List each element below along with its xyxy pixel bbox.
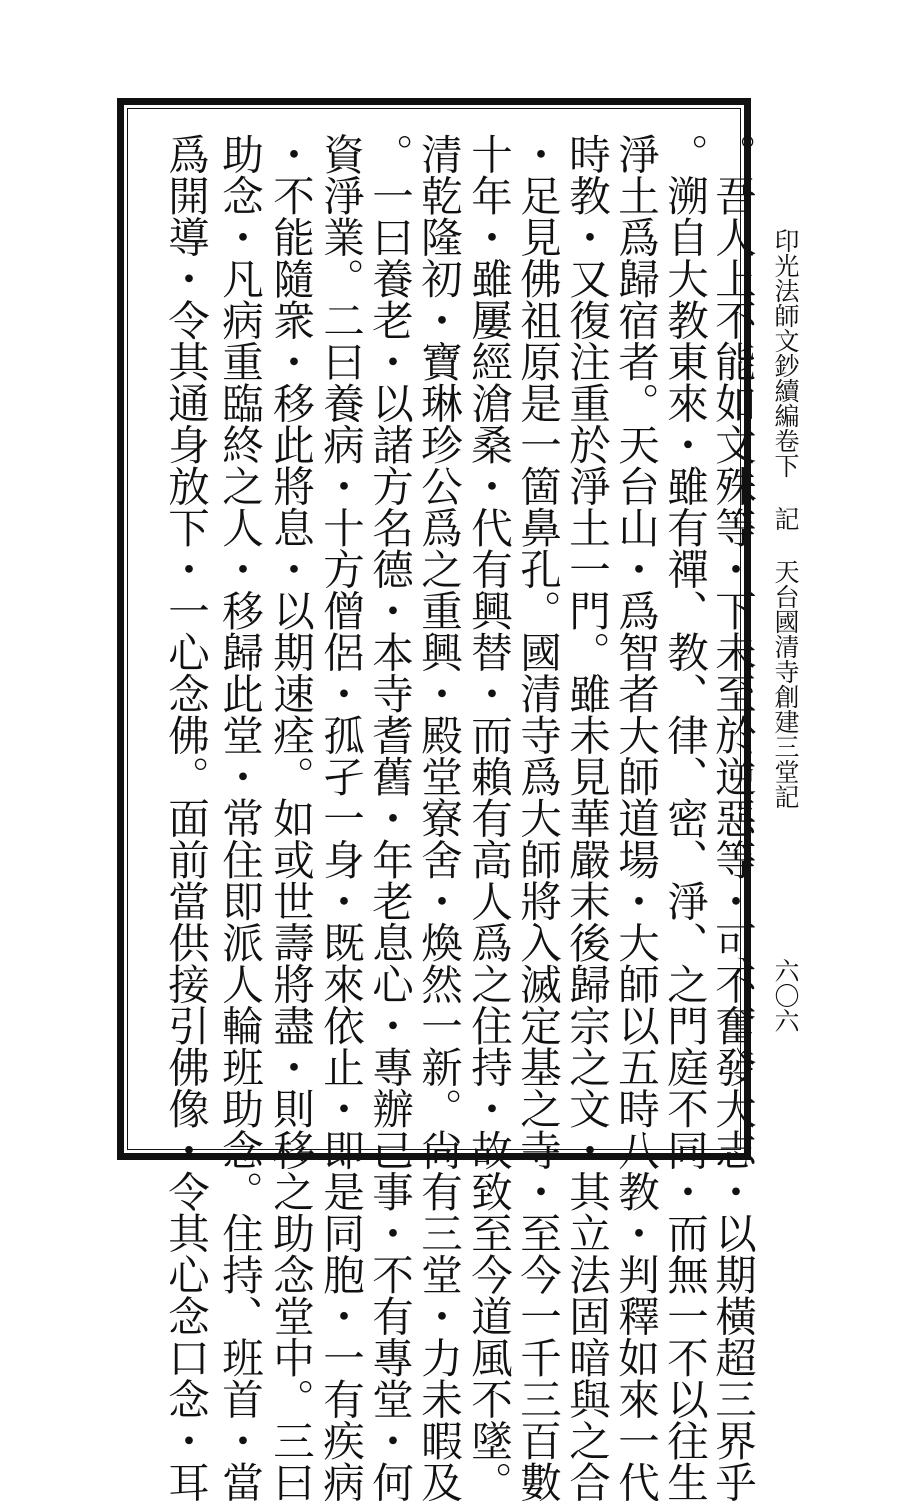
article-title: 天台國清寺創建三堂記 bbox=[771, 559, 800, 809]
text-column-7: 清乾隆初・寶琳珍公爲之重興・殿堂寮舍・煥然一新。尙有三堂・力未暇及 bbox=[414, 133, 463, 1503]
text-column-2: 。溯自大教東來・雖有禪、教、律、密、淨、之門庭不同・而無一不以往生 bbox=[660, 133, 709, 1503]
text-column-6: 十年・雖屢經滄桑・代有興替・而賴有高人爲之住持・故致至今道風不墜。 bbox=[464, 133, 513, 1503]
text-column-5: ・足見佛祖原是一箇鼻孔。國清寺爲大師將入滅定基之寺・至今一千三百數 bbox=[513, 133, 562, 1503]
running-header bbox=[768, 228, 802, 809]
text-column-9: 資淨業。二曰養病・十方僧侶・孤孑一身・既來依止・即是同胞・一有疾病 bbox=[316, 133, 365, 1503]
section-label: 記 bbox=[771, 506, 800, 531]
text-column-4: 時教・又復注重於淨土一門。雖未見華嚴末後歸宗之文・其立法固暗與之合 bbox=[562, 133, 611, 1503]
text-column-10: ・不能隨衆・移此將息・以期速痊。如或世壽將盡・則移之助念堂中。三曰 bbox=[266, 133, 315, 1503]
text-column-12: 爲開導・令其通身放下・一心念佛。面前當供接引佛像・令其心念口念・耳 bbox=[161, 133, 210, 1503]
text-column-3: 淨土爲歸宿者。天台山・爲智者大師道場・大師以五時八教・判釋如來一代 bbox=[611, 133, 660, 1503]
text-column-8: 。一曰養老・以諸方名德・本寺耆舊・年老息心・專辦己事・不有專堂・何 bbox=[365, 133, 414, 1503]
page-number: 六〇六 bbox=[771, 958, 800, 1033]
book-title: 印光法師文鈔續編卷下 bbox=[771, 228, 800, 478]
text-column-1: 。吾人上不能如文殊等・下未至於逆惡等・可不奮發大志・以期橫超三界乎 bbox=[708, 133, 757, 1503]
text-column-11: 助念・凡病重臨終之人・移歸此堂・常住即派人輪班助念。住持、班首・當 bbox=[215, 133, 264, 1503]
